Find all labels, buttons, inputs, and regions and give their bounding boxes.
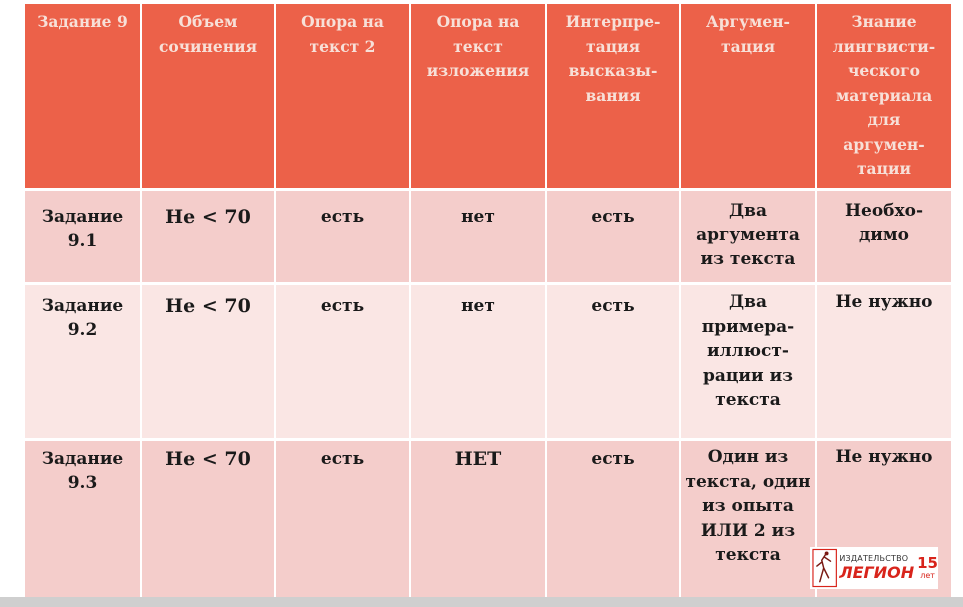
- table-cell: НЕТ: [411, 441, 545, 603]
- horizontal-scrollbar[interactable]: [0, 597, 963, 607]
- table-cell: Задание 9.2: [25, 285, 140, 438]
- header-exposition-support: Опора на текст изложения: [411, 4, 545, 188]
- table-cell: Не нужно: [817, 441, 951, 603]
- table-cell: Необхо- димо: [817, 191, 951, 282]
- table-cell: Два аргумента из текста: [681, 191, 815, 282]
- table-cell: есть: [276, 441, 409, 603]
- header-text2-support: Опора на текст 2: [276, 4, 409, 188]
- logo-brand-name: ЛЕГИОН: [839, 563, 915, 582]
- header-volume: Объем сочинения: [142, 4, 274, 188]
- table-cell: Не нужно: [817, 285, 951, 438]
- logo-publisher-label: ИЗДАТЕЛЬСТВО: [839, 554, 909, 563]
- table-cell: есть: [276, 191, 409, 282]
- table-cell: нет: [411, 191, 545, 282]
- table-cell: Не < 70: [142, 191, 274, 282]
- table-cell: Один из текста, один из опыта ИЛИ 2 из текста: [681, 441, 815, 603]
- header-linguistic-knowledge: Знание лингвисти- ческого материала для аргумен- тации: [817, 4, 951, 188]
- table-cell: нет: [411, 285, 545, 438]
- table-cell: Не < 70: [142, 285, 274, 438]
- legion-figure-icon: [812, 548, 837, 588]
- criteria-table: [25, 4, 939, 603]
- header-argumentation: Аргумен- тация: [681, 4, 815, 188]
- table-cell: Два примера- иллюст- рации из текста: [681, 285, 815, 438]
- table-cell: есть: [276, 285, 409, 438]
- table-cell: есть: [547, 191, 679, 282]
- table-cell: есть: [547, 441, 679, 603]
- publisher-logo: [810, 547, 938, 589]
- table-cell: Задание 9.3: [25, 441, 140, 603]
- logo-years-number: 15: [917, 554, 938, 572]
- header-task: Задание 9: [25, 4, 140, 188]
- table-cell: есть: [547, 285, 679, 438]
- logo-years-unit: лет: [920, 571, 935, 580]
- table-cell: Не < 70: [142, 441, 274, 603]
- table-cell: Задание 9.1: [25, 191, 140, 282]
- header-interpretation: Интерпре- тация высказы- вания: [547, 4, 679, 188]
